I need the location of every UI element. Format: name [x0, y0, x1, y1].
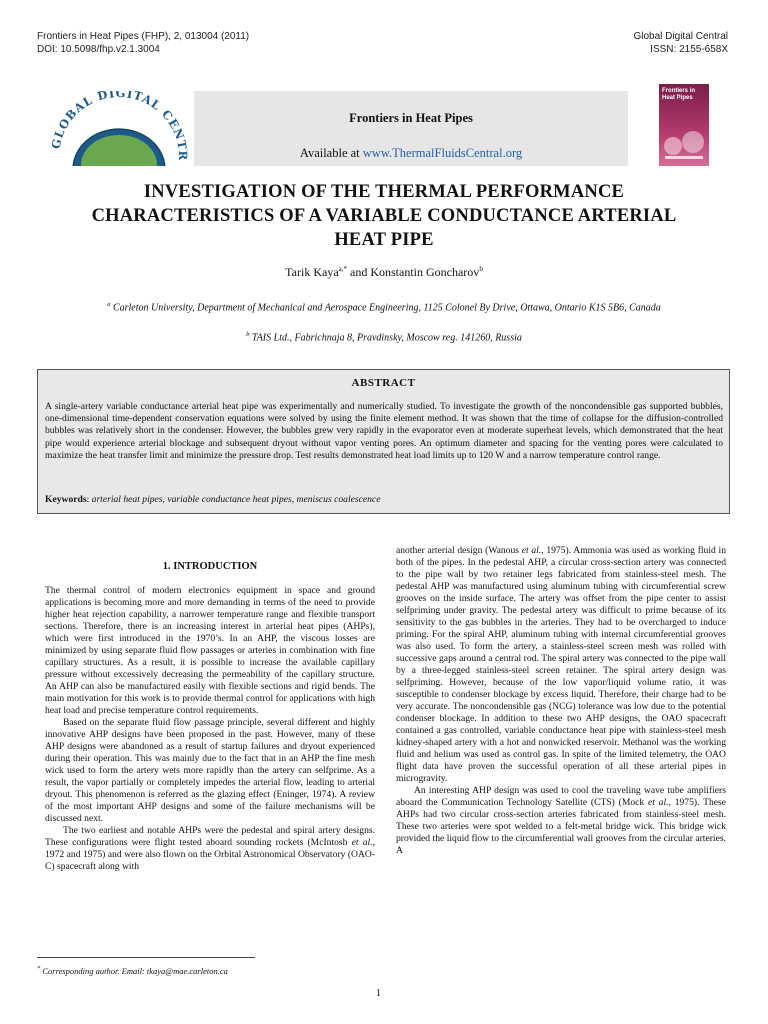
footnote: [37, 965, 228, 976]
availability-line: [194, 146, 628, 161]
global-digital-central-logo: [37, 91, 194, 166]
title-line-1: INVESTIGATION OF THE THERMAL PERFORMANCE: [143, 182, 625, 202]
keywords-text: arterial heat pipes, variable conductance heat pipes, meniscus coalescence: [91, 494, 381, 505]
paragraph-text: , 1972 and 1975) and were also flown on the Orbital Astronomical Observatory (OAO-C) spacecraft along with: [45, 837, 376, 872]
logo-globe-icon: [37, 91, 194, 166]
keywords-line: [45, 494, 380, 505]
affiliation-a-sup: a: [107, 301, 111, 308]
paragraph: [396, 545, 726, 785]
paragraph-text: An interesting AHP design was used to cool the traveling wave tube amplifiers aboard the Communication Technology Satellite (CTS) (Mock: [396, 785, 726, 808]
paragraph-text: The two earliest and notable AHPs were the pedestal and spiral artery designs. These configurations were flight tested aboard sounding rockets (McIntosh: [45, 825, 375, 848]
affiliation-b: [40, 331, 728, 343]
logo-text: GLOBAL DIGITAL CENTR: [48, 91, 191, 162]
affiliation-a-text: Carleton University, Department of Mechanical and Aerospace Engineering, 1125 Colonel By Drive, Ottawa, Ontario K1S 5B6, Canada: [110, 302, 661, 314]
paragraph: [396, 785, 726, 857]
citation-et-al: et al.: [647, 797, 669, 808]
affiliation-b-text: TAIS Ltd., Fabrichnaja 8, Pravdinsky, Moscow reg. 141260, Russia: [249, 332, 522, 344]
publisher-info: [634, 30, 729, 56]
affiliation-a: [40, 301, 728, 313]
section-heading-introduction: 1. INTRODUCTION: [162, 561, 258, 572]
abstract-text: A single-artery variable conductance arterial heat pipe was experimentally and numerically studied. To investigate the growth of the noncondensible gas supported bubbles, one-dimensional time-dependent conservation equations were solved by using the finite element method. It was shown that the time of collapse for the diffusion-controlled bubbles was relatively short in the condenser. However, the bubbles grew very rapidly in the evaporator even at moderate superheat levels, which demonstrated that the heat pipe would experience arterial blockage and subsequent dryout without vapor venting pores. An optimum diameter and spacing for the venting pores were calculated to maximize the heat transfer limit and minimize the pressure drop. Test results demonstrated heat load limits up to 120 W and a narrow temperature control range.: [45, 401, 723, 461]
citation-line: Frontiers in Heat Pipes (FHP), 2, 013004 (2011): [37, 31, 250, 42]
cover-artwork-icon: [659, 124, 709, 164]
keywords-separator: :: [86, 494, 92, 505]
author-goncharov: and Konstantin Goncharov: [347, 265, 480, 279]
citation-et-al: et al.: [521, 545, 542, 556]
journal-banner: [194, 91, 628, 166]
doi-line: DOI: 10.5098/fhp.v2.1.3004: [37, 44, 160, 55]
author-kaya-sup: a,*: [338, 265, 347, 273]
journal-cover-thumbnail: [659, 84, 709, 166]
publisher-name: Global Digital Central: [633, 31, 728, 42]
title-line-3: HEAT PIPE: [334, 230, 434, 250]
journal-name: Frontiers in Heat Pipes: [349, 111, 473, 125]
journal-url-link[interactable]: www.ThermalFluidsCentral.org: [362, 146, 523, 160]
author-list: [40, 265, 728, 280]
author-kaya: Tarik Kaya: [285, 265, 339, 279]
cover-title: Frontiers in Heat Pipes: [662, 88, 696, 101]
available-prefix: Available at: [299, 146, 363, 160]
author-goncharov-sup: b: [479, 265, 483, 273]
right-column: [396, 545, 726, 857]
journal-citation: [37, 30, 249, 56]
affiliation-b-sup: b: [246, 331, 250, 338]
keywords-label: Keywords: [45, 494, 87, 505]
paper-title: [40, 180, 728, 252]
paragraph: Based on the separate fluid flow passage principle, several different and highly innovative AHP designs have been proposed in the past. However, many of these AHP designs were abandoned as a result of startup failures and dryout experienced during their operation. This was mainly due to the fact that in an AHP the fine mesh wick used to form the artery wets more rapidly than the artery can selfprime. As a result, the vapor partially or completely impedes the arterial flow, leading to arterial dryout. This phenomenon is referred as the glazing effect (Eninger, 1974). A review of the most important AHP designs and some of the failure mechanisms will be discussed next.: [45, 717, 375, 824]
abstract-heading: ABSTRACT: [351, 377, 416, 389]
footnote-marker: *: [37, 965, 41, 972]
paragraph-text: , 1975). Ammonia was used as working fluid in both of the pipes. In the pedestal AHP, a circular cross-section artery was connected to the pipe wall by two retainer legs fabricated from stainless-steel mesh. The pedestal AHP was manufactured using aluminum tubing with circumferential screw grooves on the inside surface. The artery was offset from the pipe center to assist selfpriming under gravity. The pedestal artery was difficult to prime because of its sensitivity to the gas bubbles in the arteries. They had to be overcharged to induce priming. For the spiral AHP, aluminum tubing with internal circumferential grooves was also used. To form the artery, a stainless-steel screen mesh was rolled with successive gaps around a central rod. The spiral artery was connected to the pipe wall by a three-legged stainless-steel screen retainer. The spiral artery design was selfpriming. However, because of the low vapor/liquid volume ratio, it was susceptible to condenser blockage by excess liquid. Therefore, their charge had to be very accurate. The noncondensible gas (NCG) tolerance was low due to the potential condenser blockage. In addition to these two AHP designs, the OAO spacecraft contained a gas controlled, variable conductance heat pipe with stainless-steel mesh kidney-shaped artery with a hot and nonwicked reservoir. Methanol was the working fluid and helium was used as control gas. In spite of the limited telemetry, the OAO flight data have proven the successful operation of all these arterial pipes in microgravity.: [396, 545, 726, 784]
paragraph: [45, 825, 375, 873]
paragraph: The thermal control of modern electronics equipment in space and ground applications is becoming more and more demanding in terms of the need to provide higher heat rejection capability, a narrower temperature range and flexible transport sections. Therefore, there is an increasing interest in arterial heat pipes (AHPs), which were first introduced in the 1970’s. In an AHP, the viscous losses are minimized by using separate fluid flow passages or arteries in combination with fine capillary structures. As a result, it is possible to increase the available capillary pressure without excessively decreasing the permeability of the capillary structure. An AHP can also be manufactured easily with flexible sections and rigid bends. The main motivation for this work is to provide thermal control for applications with high heat load and precise temperature control requirements.: [45, 585, 375, 716]
issn-line: ISSN: 2155-658X: [650, 44, 728, 55]
footnote-divider: [37, 957, 255, 958]
page-number: 1: [376, 988, 381, 999]
citation-et-al: et al.: [351, 837, 373, 848]
left-column: [45, 547, 375, 873]
paragraph-text: another arterial design (Wanous: [396, 545, 522, 556]
footnote-text: Corresponding author. Email: tkaya@mae.carleton.ca: [40, 965, 228, 976]
title-line-2: CHARACTERISTICS OF A VARIABLE CONDUCTANCE ARTERIAL: [91, 206, 677, 226]
paragraph-text: , 1975). These AHPs had two circular cross-section arteries fabricated from stainless-steel mesh. These two arteries were spot welded to a felt-metal bridge wick. This bridge wick provided the liquid flow to the circumferential wall grooves from the circular arteries. A: [396, 797, 726, 856]
